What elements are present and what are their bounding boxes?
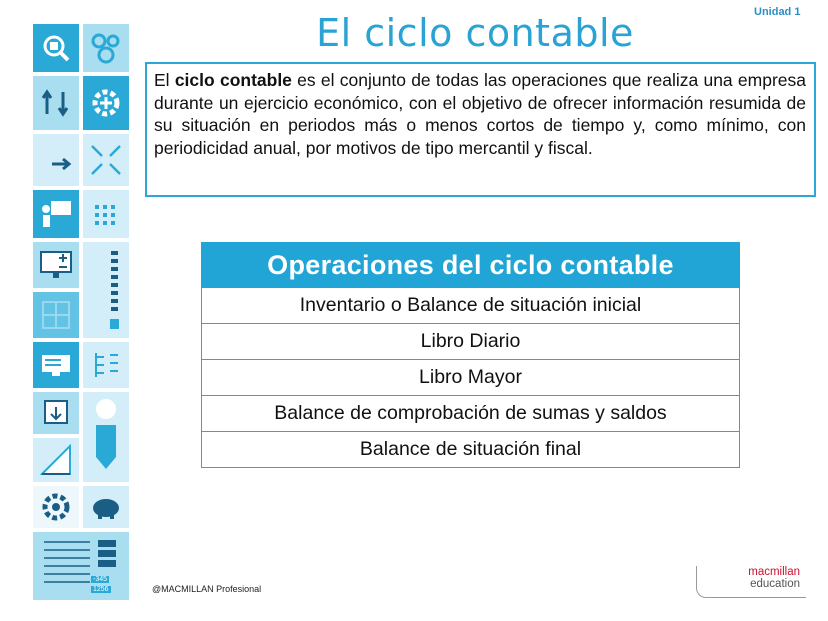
grid-arrow-icon	[33, 134, 79, 186]
bar-list-icon	[83, 242, 129, 338]
table-row: Balance de situación final	[201, 432, 740, 468]
definition-intro: El	[154, 70, 175, 90]
flowchart-icon	[83, 342, 129, 388]
logo-line-2: education	[750, 578, 800, 590]
definition-box	[145, 62, 816, 197]
gear-plus-icon	[83, 76, 129, 130]
grid-icon	[33, 292, 79, 338]
definition-text: es el conjunto de todas las operaciones que realiza una empresa durante un ejercicio económico, con el objetivo de ofrecer información resumida de su situación en periodos más o menos cortos de tiempo y, como mínimo, con periodicidad anual, por motivos de tipo mercantil y fiscal.	[154, 70, 806, 158]
macmillan-logo	[696, 566, 806, 598]
table-row: Balance de comprobación de sumas y saldos	[201, 396, 740, 432]
table-row: Inventario o Balance de situación inicial	[201, 288, 740, 324]
page-title: El ciclo contable	[316, 11, 634, 55]
lightbulb-icon	[83, 392, 129, 482]
table-row: Libro Diario	[201, 324, 740, 360]
logo-line-1: macmillan	[748, 566, 800, 578]
wallet-monitor-icon	[33, 342, 79, 388]
definition-term: ciclo contable	[174, 70, 292, 90]
scale-icon	[33, 392, 79, 434]
gears-icon	[83, 24, 129, 72]
presentation-icon	[33, 190, 79, 238]
strip-number-2: 1256	[93, 586, 109, 593]
spreadsheet-icon	[33, 532, 129, 600]
copyright-footer: @MACMILLAN Profesional	[152, 584, 262, 594]
converging-arrows-icon	[83, 134, 129, 186]
unit-label: Unidad 1	[754, 6, 801, 18]
operations-table	[201, 242, 740, 468]
arrows-icon	[33, 76, 79, 130]
gear-wrench-icon	[33, 486, 79, 528]
monitor-plus-minus-icon	[33, 242, 79, 288]
magnifier-document-icon	[33, 24, 79, 72]
decorative-sidebar-strip	[33, 24, 129, 600]
table-row: Libro Mayor	[201, 360, 740, 396]
strip-number-1: -345	[93, 576, 108, 583]
ruler-icon	[33, 438, 79, 482]
abacus-icon	[83, 190, 129, 238]
table-header: Operaciones del ciclo contable	[201, 242, 740, 288]
piggy-bank-icon	[83, 486, 129, 528]
